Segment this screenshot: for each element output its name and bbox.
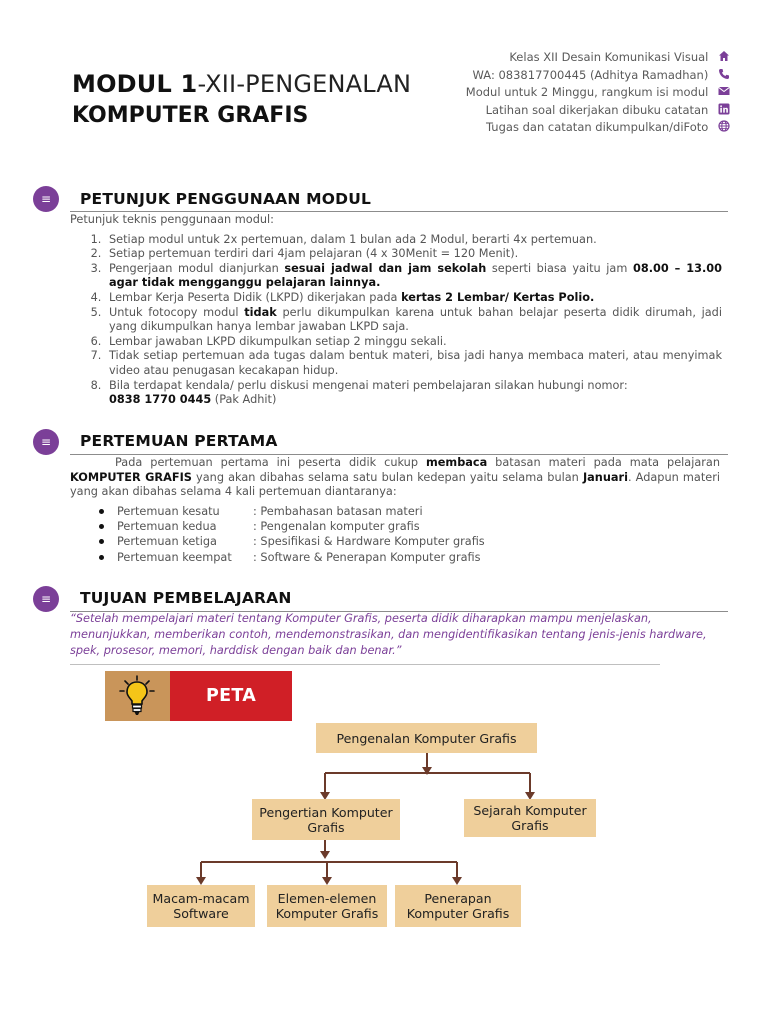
section-title-pertemuan: PERTEMUAN PERTAMA [80,432,278,450]
list-item-emphasis: tidak [244,305,277,319]
list-item-text: Lembar Kerja Peserta Didik (LKPD) dikerjakan pada [109,290,402,304]
paragraph-text: . Adapun materi yang akan dibahas selama 4 kali pertemuan diantaranya: [70,470,721,499]
concept-node-sejarah: Sejarah Komputer Grafis [464,799,596,837]
section-menu-icon: ≡ [33,586,59,612]
meeting-topic: : Pembahasan batasan materi [253,505,423,518]
paragraph-emphasis: KOMPUTER GRAFIS [70,470,192,484]
list-item-text: Tidak setiap pertemuan ada tugas dalam bentuk materi, bisa jadi hanya membaca materi, atau menyimak video atau penugasan kecakapan hidup. [109,349,722,377]
concept-node-elemen: Elemen-elemen Komputer Grafis [267,885,387,927]
list-item-text: Setiap modul untuk 2x pertemuan, dalam 1 bulan ada 2 Modul, berarti 4x pertemuan. [109,232,597,246]
contact-submission-text: Tugas dan catatan dikumpulkan/diFoto [486,120,709,134]
list-item-text: perlu dikumpulkan karena untuk bahan belajar peserta didik dirumah, jadi yang dikumpulkan hanya lembar jawaban LKPD saja. [109,305,722,334]
list-item-text: (Pak Adhit) [211,393,277,407]
list-item-emphasis: sesuai jadwal dan jam sekolah [284,261,487,275]
contact-phone-text: WA: 083817700445 (Adhitya Ramadhan) [472,67,709,82]
list-item-text: Untuk fotocopy modul [109,305,245,319]
concept-node-penerapan: Penerapan Komputer Grafis [395,885,521,927]
meeting-label: Pertemuan keempat [117,550,232,564]
meeting-topic: : Pengenalan komputer grafis [253,520,420,534]
list-item-text: Setiap pertemuan terdiri dari 4jam pelajaran (4 x 30Menit = 120 Menit). [109,247,519,261]
section-title-petunjuk: PETUNJUK PENGGUNAAN MODUL [80,190,372,208]
learning-objective-quote: “Setelah mempelajari materi tentang Komputer Grafis, peserta didik diharapkan mampu menjelaskan, menunjukkan, memberikan contoh, mendemonstrasikan, dan mengidentifikasikan tentang jenis-jenis hardware, spek, prosesor, memori, harddisk dengan baik dan benar.” [70,612,707,658]
concept-node-root: Pengenalan Komputer Grafis [316,723,537,753]
peta-konsep-label: PETA KONSEP [170,671,292,721]
concept-node-pengertian: Pengertian Komputer Grafis [252,799,400,840]
meeting-label: Pertemuan kesatu [117,505,220,518]
paragraph-text: Pada pertemuan pertama ini peserta didik cukup [115,456,426,469]
list-item-emphasis: 08.00 – 13.00 agar tidak mengganggu pelajaran lainnya. [109,261,722,290]
meeting-topic: : Software & Penerapan Komputer grafis [253,550,481,564]
section-menu-icon: ≡ [33,186,59,212]
module-subtitle: KOMPUTER GRAFIS [72,103,309,128]
list-item-text: Lembar jawaban LKPD dikumpulkan setiap 2 minggu sekali. [109,334,447,348]
contact-duration-text: Modul untuk 2 Minggu, rangkum isi modul [465,85,709,99]
petunjuk-intro: Petunjuk teknis penggunaan modul: [70,213,274,226]
section-menu-icon: ≡ [33,429,59,455]
meeting-label: Pertemuan ketiga [117,535,217,549]
module-title-bold: MODUL 1 [72,70,198,98]
contact-number: 0838 1770 0445 [109,393,212,407]
paragraph-text: batasan materi pada mata pelajaran [487,456,720,469]
section-title-tujuan: TUJUAN PEMBELAJARAN [80,589,292,607]
contact-class-text: Kelas XII Desain Komunikasi Visual [509,50,709,64]
list-item-text: Pengerjaan modul dianjurkan [109,261,285,275]
paragraph-emphasis: Januari [582,470,628,484]
list-item-text: seperti biasa yaitu jam [486,261,633,275]
concept-node-software: Macam-macam Software [147,885,255,927]
meeting-label: Pertemuan kedua [117,520,217,534]
paragraph-emphasis: membaca [425,456,488,469]
contact-exercise-text: Latihan soal dikerjakan dibuku catatan [485,102,709,117]
list-item-text: Bila terdapat kendala/ perlu diskusi mengenai materi pembelajaran silakan hubungi nomor: [109,378,628,392]
meeting-topic: : Spesifikasi & Hardware Komputer grafis [253,535,485,549]
paragraph-text: yang akan dibahas selama satu bulan kedepan yaitu selama bulan [191,470,583,484]
list-item-emphasis: kertas 2 Lembar/ Kertas Polio. [401,290,595,304]
module-title-rest: -XII-PENGENALAN [197,70,412,98]
